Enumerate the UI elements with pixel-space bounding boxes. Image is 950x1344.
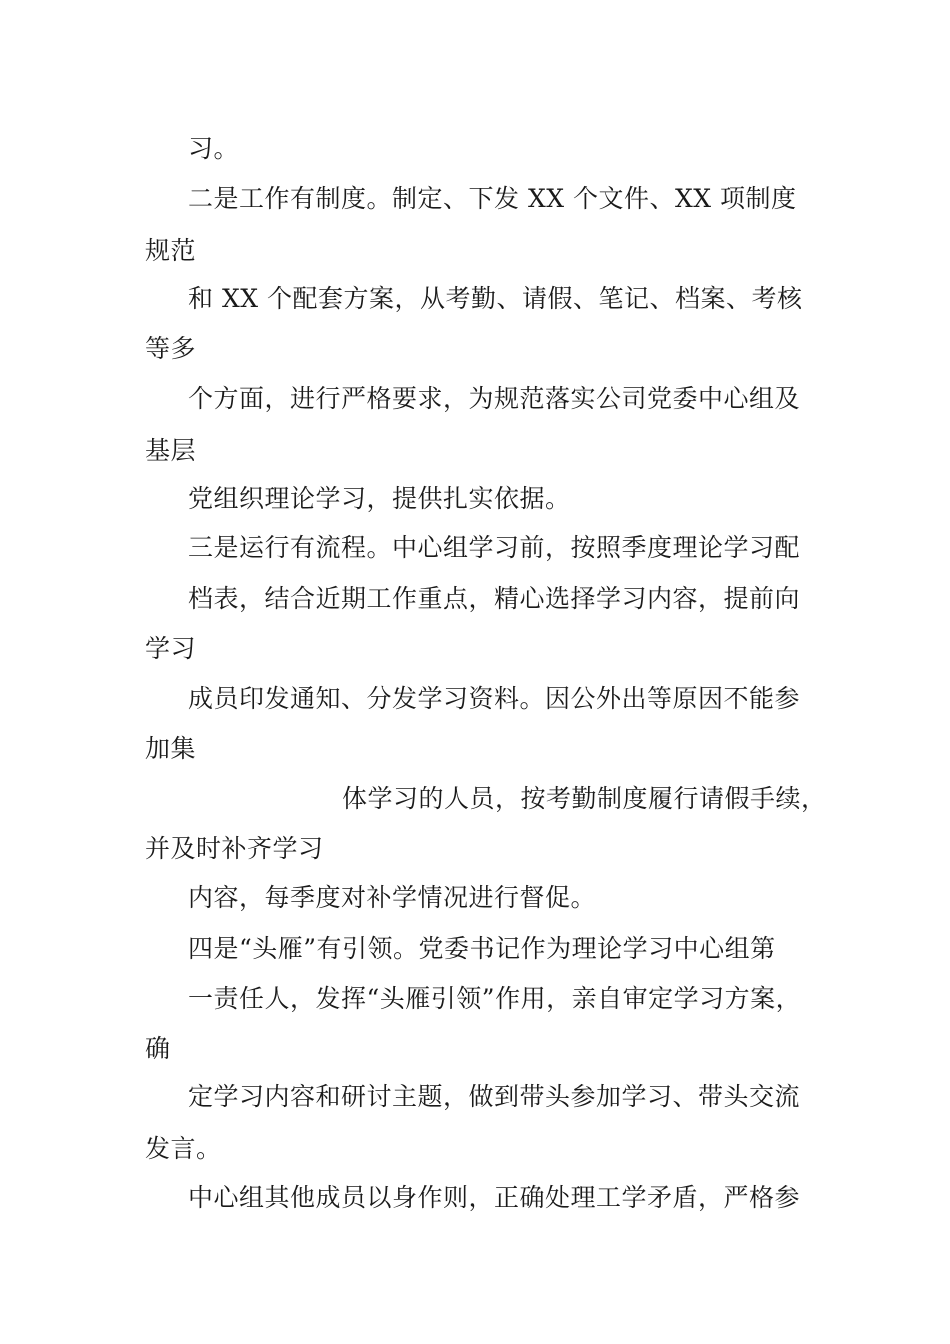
- text-line: 并及时补齐学习: [145, 834, 324, 863]
- text-line: 发言。: [145, 1134, 222, 1163]
- text-line: 成员印发通知、分发学习资料。因公外出等原因不能参: [188, 684, 801, 713]
- text-line: 等多: [145, 334, 197, 363]
- text-line: 档表，结合近期工作重点，精心选择学习内容，提前向: [188, 584, 801, 613]
- text-line: 中心组其他成员以身作则，正确处理工学矛盾，严格参: [188, 1183, 801, 1212]
- text-line: 党组织理论学习，提供扎实依据。: [188, 484, 571, 513]
- text-line: 确: [145, 1034, 171, 1063]
- text-line: 习。: [188, 134, 240, 163]
- text-line: 加集: [145, 734, 197, 763]
- text-line: 一责任人，发挥“头雁引领”作用，亲自审定学习方案，: [188, 984, 802, 1013]
- text-line: 学习: [145, 634, 197, 663]
- text-line: 规范: [145, 236, 197, 265]
- text-line: 定学习内容和研讨主题，做到带头参加学习、带头交流: [188, 1082, 801, 1111]
- text-line: 三是运行有流程。中心组学习前，按照季度理论学习配: [188, 533, 801, 562]
- text-line: 个方面，进行严格要求，为规范落实公司党委中心组及: [188, 384, 801, 413]
- text-line: 基层: [145, 436, 197, 465]
- text-line: 二是工作有制度。制定、下发 XX 个文件、XX 项制度: [188, 184, 797, 213]
- text-line: 体学习的人员，按考勤制度履行请假手续，: [342, 784, 827, 813]
- text-line: 内容，每季度对补学情况进行督促。: [188, 883, 597, 912]
- text-line: 和 XX 个配套方案，从考勤、请假、笔记、档案、考核: [188, 284, 803, 313]
- text-line: 四是“头雁”有引领。党委书记作为理论学习中心组第: [188, 934, 776, 963]
